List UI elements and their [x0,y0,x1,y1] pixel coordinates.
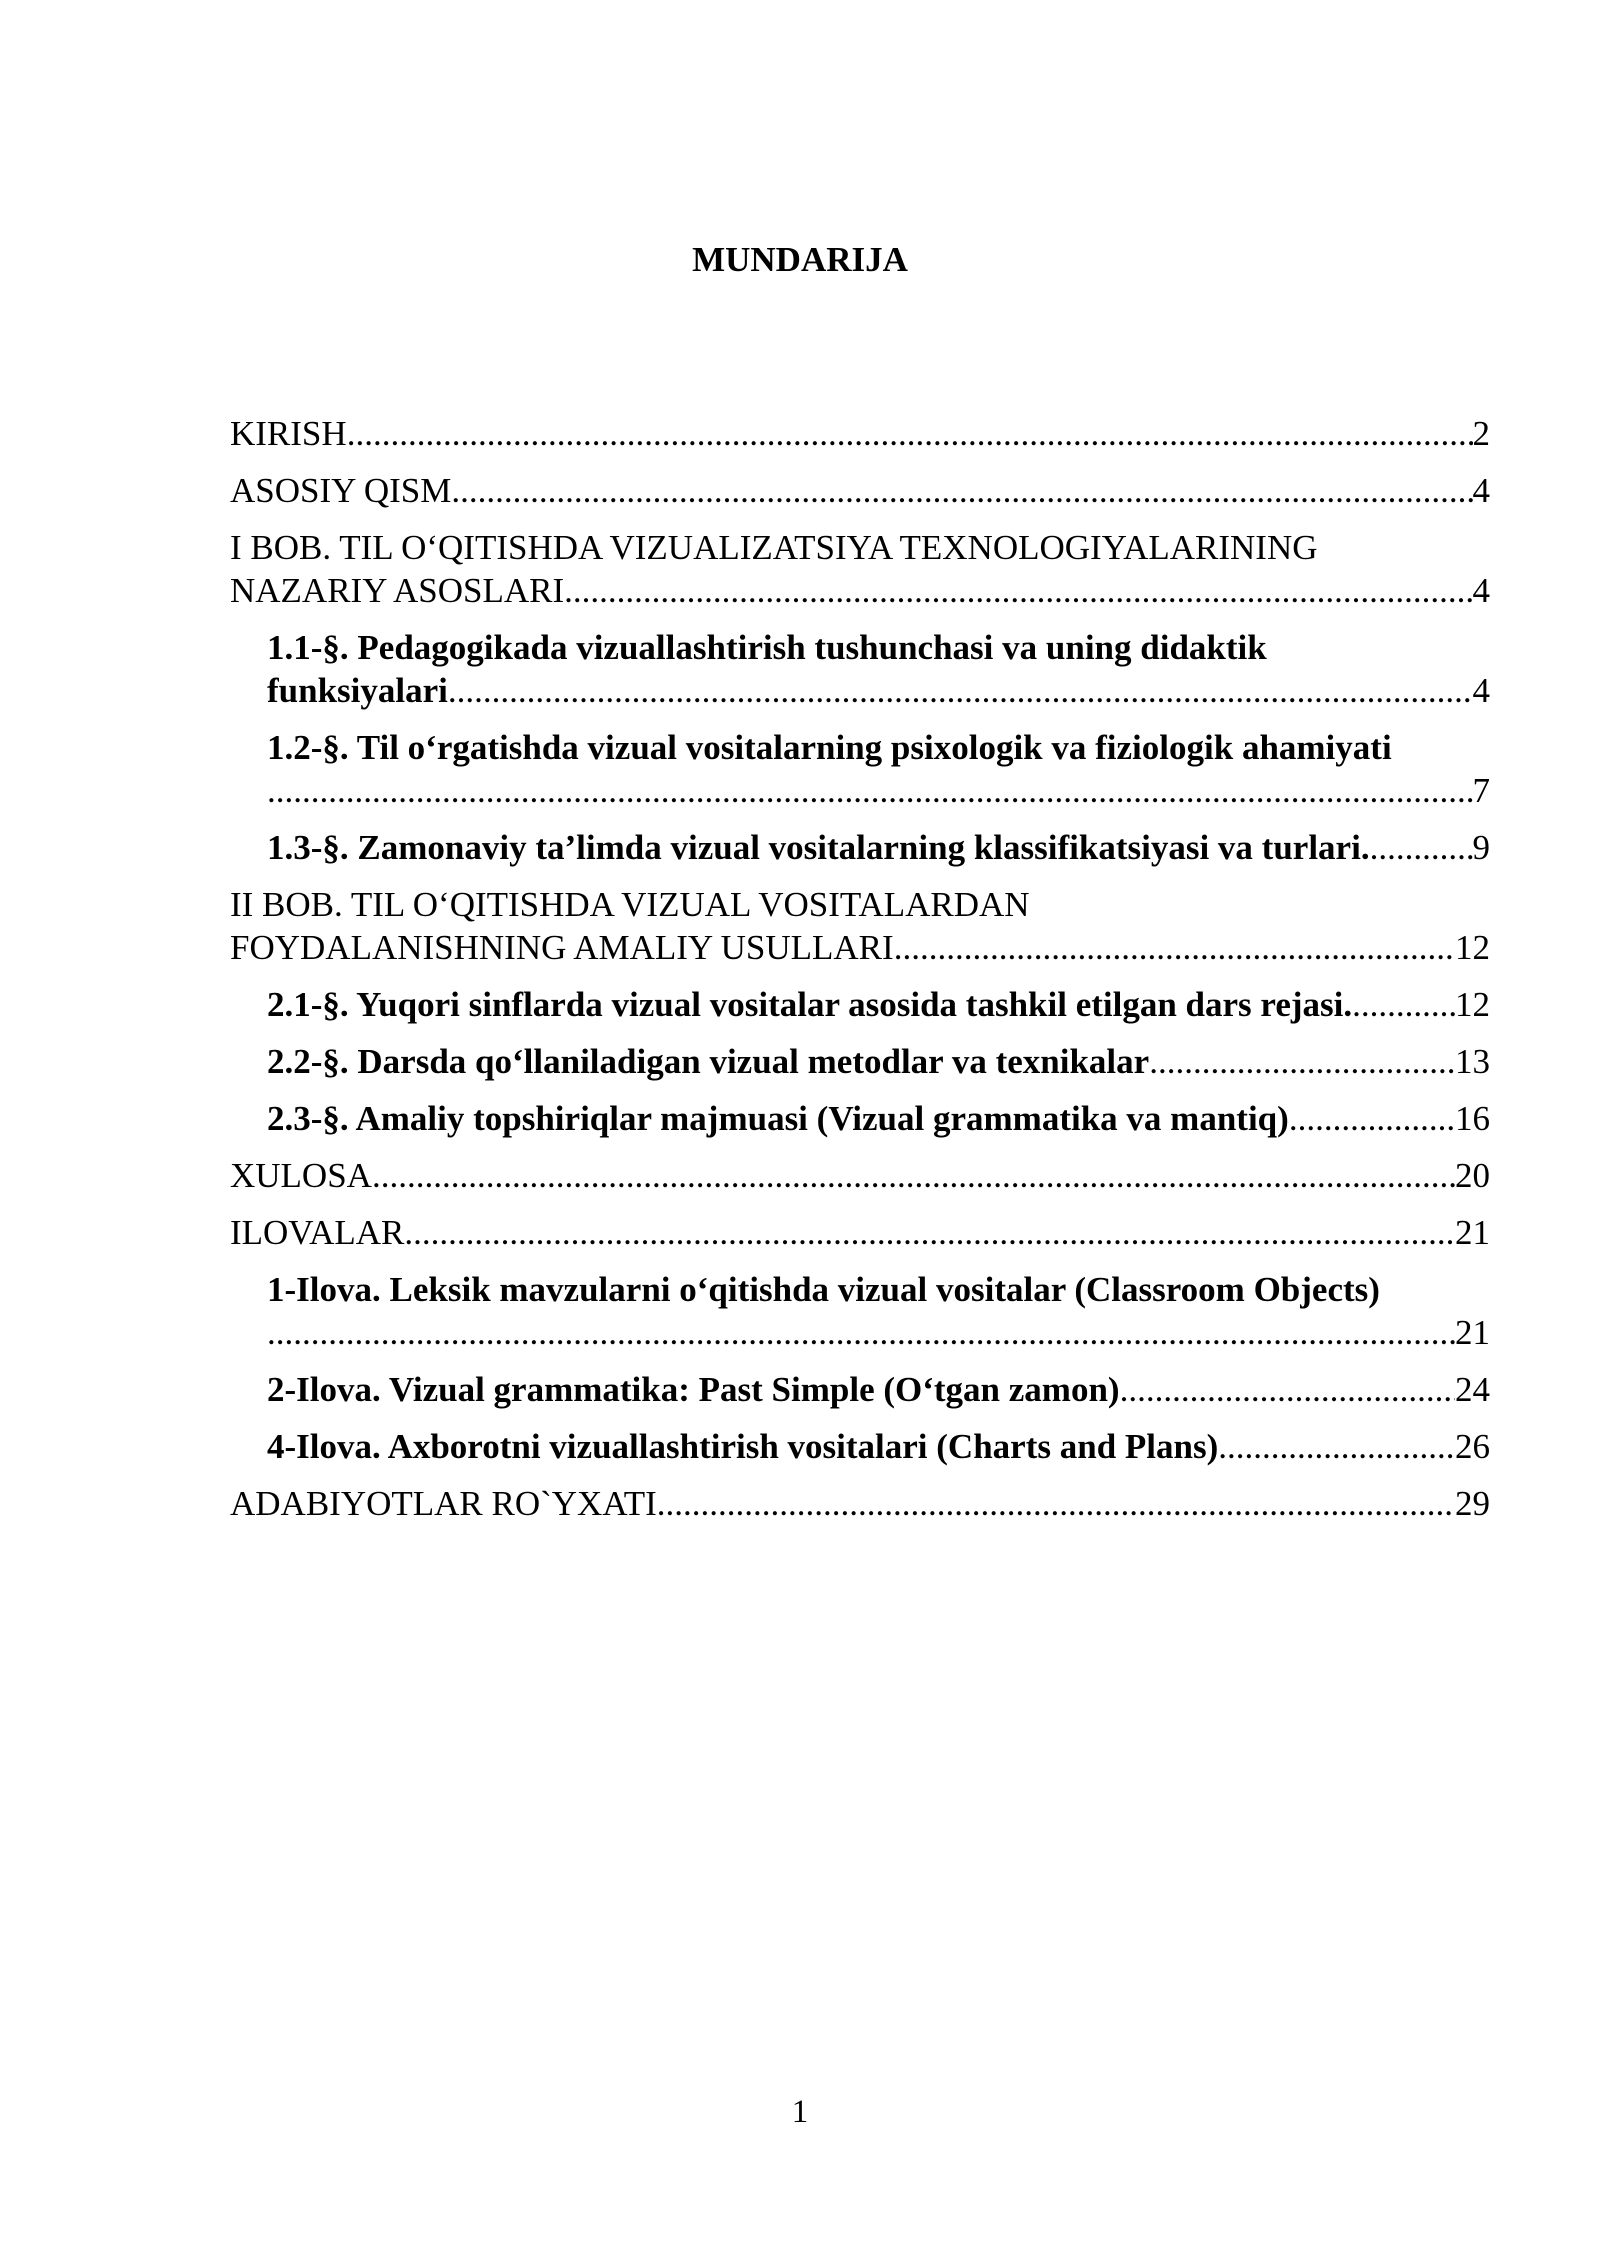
toc-entry-section-1-1[interactable] [230,626,1490,712]
toc-page-number: 16 [1455,1099,1490,1138]
toc-page-number: 2 [1472,414,1490,453]
toc-page-number: 29 [1455,1484,1490,1523]
toc-leader-dots [267,1311,1455,1354]
toc-entry-text: KIRISH [230,414,347,453]
toc-entry-appendix-1[interactable] [230,1268,1490,1354]
toc-leader-dots [1370,826,1473,869]
toc-entry-bibliography[interactable] [230,1482,1490,1525]
toc-entry-chapter-1[interactable] [230,526,1490,612]
page-number: 1 [791,2094,809,2130]
toc-page-number: 12 [1455,928,1490,967]
toc-entry-section-2-1[interactable] [230,983,1490,1026]
toc-entry-text: ASOSIY QISM [230,471,452,510]
toc-entry-ilovalar[interactable] [230,1211,1490,1254]
toc-entry-appendix-2[interactable] [230,1368,1490,1411]
toc-entry-text: ADABIYOTLAR RO`YXATI [230,1484,657,1523]
toc-leader-dots [347,412,1473,455]
toc-entry-asosiy-qism[interactable] [230,469,1490,512]
toc-entry-text: 2.3-§. Amaliy topshiriqlar majmuasi (Vizual grammatika va mantiq) [267,1099,1289,1138]
toc-entry-text: 1.3-§. Zamonaviy ta’limda vizual vositalarning klassifikatsiyasi va turlari. [267,828,1370,867]
toc-entry-text: 2-Ilova. Vizual grammatika: Past Simple (O‘tgan zamon) [267,1370,1120,1409]
table-of-contents [230,412,1490,1539]
toc-entry-text: 4-Ilova. Axborotni vizuallashtirish vositalari (Charts and Plans) [267,1427,1219,1466]
toc-leader-dots [1120,1368,1455,1411]
toc-entry-section-1-3[interactable] [230,826,1490,869]
toc-page-number: 24 [1455,1370,1490,1409]
toc-entry-text: 2.2-§. Darsda qo‘llaniladigan vizual metodlar va texnikalar [267,1042,1150,1081]
toc-page-number: 13 [1455,1042,1490,1081]
toc-leader-dots [1149,1040,1455,1083]
toc-entry-text: NAZARIY ASOSLARI [230,571,565,610]
toc-page-number: 9 [1472,828,1490,867]
toc-leader-dots [1352,983,1455,1026]
toc-page-number: 26 [1455,1427,1490,1466]
toc-leader-dots [267,769,1473,812]
document-title: MUNDARIJA [692,240,908,279]
toc-entry-xulosa[interactable] [230,1154,1490,1197]
toc-entry-chapter-2[interactable] [230,883,1490,969]
toc-entry-text-line1: 1.2-§. Til o‘rgatishda vizual vositalarning psixologik va fiziologik ahamiyati [267,728,1392,767]
toc-entry-text: funksiyalari [267,671,448,710]
toc-page-number: 4 [1472,571,1490,610]
toc-leader-dots [451,469,1472,512]
toc-page-number: 4 [1472,671,1490,710]
toc-leader-dots [1289,1097,1455,1140]
toc-entry-appendix-4[interactable] [230,1425,1490,1468]
toc-leader-dots [564,569,1472,612]
toc-entry-text: XULOSA [230,1156,372,1195]
toc-page-number: 21 [1455,1213,1490,1252]
toc-page-number: 7 [1472,771,1490,810]
toc-entry-kirish[interactable] [230,412,1490,455]
toc-leader-dots [1218,1425,1455,1468]
toc-leader-dots [372,1154,1455,1197]
toc-entry-text: 2.1-§. Yuqori sinflarda vizual vositalar asosida tashkil etilgan dars rejasi. [267,985,1353,1024]
toc-leader-dots [657,1482,1455,1525]
toc-leader-dots [894,926,1455,969]
toc-leader-dots [404,1211,1455,1254]
toc-leader-dots [448,669,1473,712]
toc-page-number: 20 [1455,1156,1490,1195]
toc-page-number: 12 [1455,985,1490,1024]
toc-entry-text-line1: II BOB. TIL O‘QITISHDA VIZUAL VOSITALARDAN [230,885,1030,924]
toc-page-number: 21 [1455,1313,1490,1352]
toc-entry-text-line1: I BOB. TIL O‘QITISHDA VIZUALIZATSIYA TEXNOLOGIYALARINING [230,528,1318,567]
toc-entry-text: ILOVALAR [230,1213,405,1252]
toc-entry-text-line1: 1-Ilova. Leksik mavzularni o‘qitishda vizual vositalar (Classroom Objects) [267,1270,1380,1309]
toc-entry-text: FOYDALANISHNING AMALIY USULLARI [230,928,894,967]
toc-entry-section-1-2[interactable] [230,726,1490,812]
toc-entry-section-2-2[interactable] [230,1040,1490,1083]
toc-entry-text-line1: 1.1-§. Pedagogikada vizuallashtirish tushunchasi va uning didaktik [267,628,1267,667]
toc-entry-section-2-3[interactable] [230,1097,1490,1140]
toc-page-number: 4 [1472,471,1490,510]
